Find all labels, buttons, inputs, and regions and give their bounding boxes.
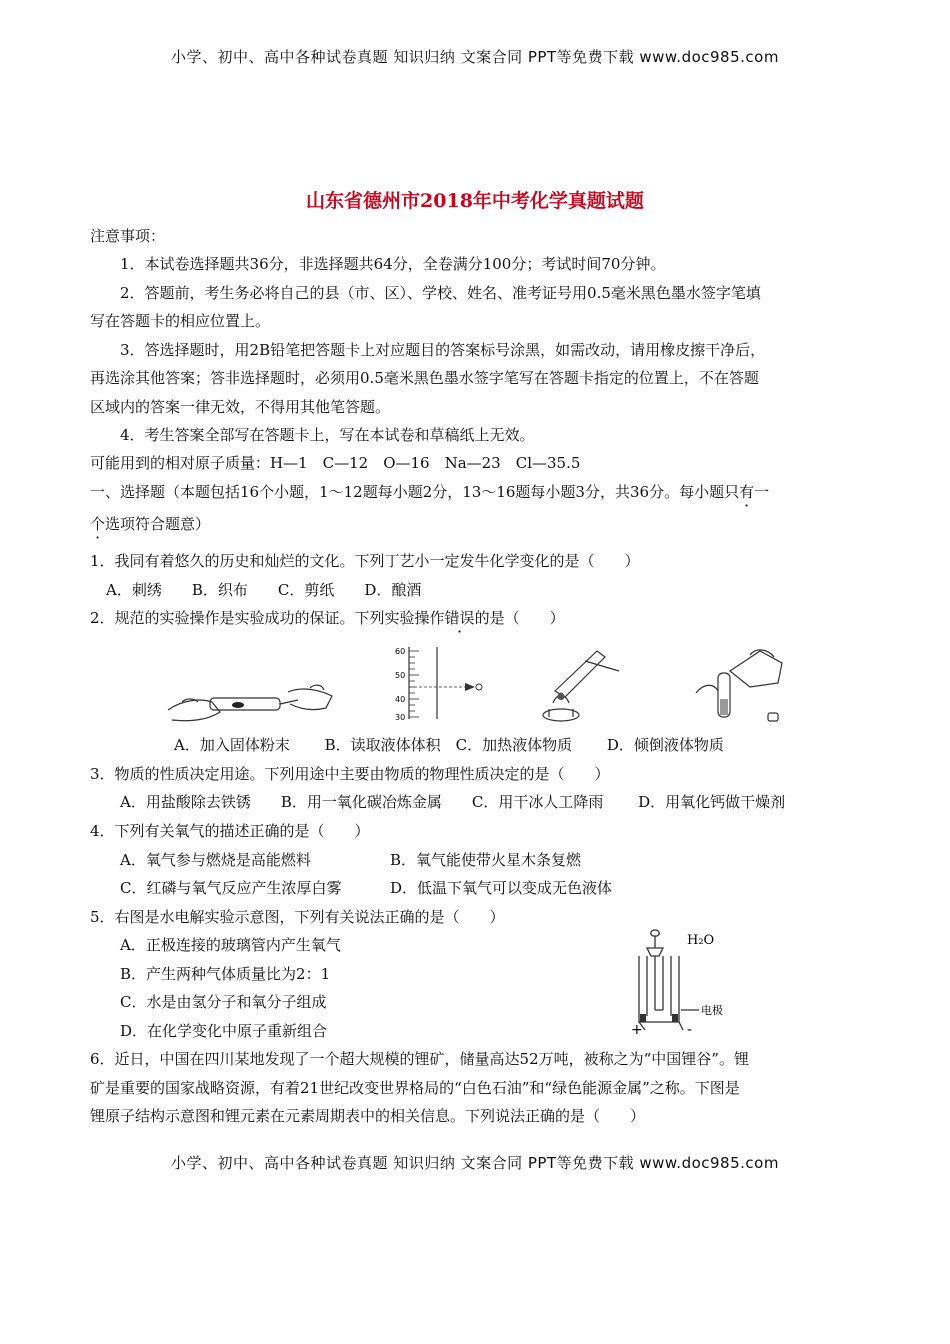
scale-label: 30 [395, 713, 406, 722]
q3-stem: 3．物质的性质决定用途。下列用途中主要由物质的物理性质决定的是（ ） [90, 765, 610, 783]
q1-options: A．刺绣 B．织布 C．剪纸 D．酿酒 [106, 581, 422, 599]
electrode-label: 电极 [701, 1004, 723, 1017]
figure-pour-liquid [690, 643, 790, 728]
q6-stem: 矿是重要的国家战略资源，有着21世纪改变世界格局的“白色石油”和“绿色能源金属”之称。下图是 [90, 1079, 740, 1097]
q6-stem: 6．近日，中国在四川某地发现了一个超大规模的锂矿，储量高达52万吨，被称之为“中国锂谷”。锂 [90, 1050, 749, 1068]
section-emphasis: 个 [90, 515, 106, 533]
figure-heat-liquid [535, 643, 625, 728]
q4-option-a: A．氧气参与燃烧是高能燃料 [120, 851, 311, 869]
notice-item: 写在答题卡的相应位置上。 [90, 312, 271, 330]
atomic-mass-line: 可能用到的相对原子质量：H—1 C—12 O—16 Na—23 Cl—35.5 [90, 454, 581, 472]
q5-option-a: A．正极连接的玻璃管内产生氧气 [120, 936, 341, 954]
notice-item: 4．考生答案全部写在答题卡上，写在本试卷和草稿纸上无效。 [120, 426, 535, 444]
section-heading-cont [90, 514, 210, 534]
q4-stem: 4．下列有关氧气的描述正确的是（ ） [90, 822, 370, 840]
q2-emphasis: 错误 [444, 609, 475, 627]
negative-label: - [687, 1022, 693, 1036]
q3-options: A．用盐酸除去铁锈 B．用一氧化碳冶炼金属 C．用干冰人工降雨 D．用氧化钙做干燥剂 [120, 793, 786, 811]
q2-stem [90, 608, 565, 628]
figure-water-electrolysis [625, 926, 735, 1036]
page-title: 山东省德州市2018年中考化学真题试题 [306, 190, 644, 212]
q6-stem: 锂原子结构示意图和锂元素在元素周期表中的相关信息。下列说法正确的是（ ） [90, 1107, 646, 1125]
q4-option-b: B．氧气能使带火星木条复燃 [390, 851, 582, 869]
q2-options: A．加入固体粉末 B．读取液体体积 C．加热液体物质 D．倾倒液体物质 [174, 736, 724, 754]
section-heading-text: 一、选择题（本题包括16个小题，1～12题每小题2分，13～16题每小题3分，共36分。每小题 [90, 483, 725, 501]
q2-stem-text: 2．规范的实验操作是实验成功的保证。下列实验操作 [90, 609, 445, 627]
section-heading [90, 482, 769, 502]
q5-option-b: B．产生两种气体质量比为2：1 [120, 965, 331, 983]
section-emphasis: 只有一 [724, 483, 770, 501]
figure-add-powder [160, 672, 340, 730]
q4-option-c: C．红磷与氧气反应产生浓厚白雾 [120, 879, 342, 897]
q2-stem-text: 的是（ ） [474, 609, 565, 627]
q5-option-c: C．水是由氢分子和氧分子组成 [120, 993, 327, 1011]
scale-label: 50 [395, 671, 406, 680]
figure-read-volume [395, 643, 490, 725]
page-header: 小学、初中、高中各种试卷真题 知识归纳 文案合同 PPT等免费下载 www.doc985.com [171, 48, 779, 66]
h2o-label: H₂O [687, 933, 715, 948]
notice-item: 1．本试卷选择题共36分，非选择题共64分，全卷满分100分；考试时间70分钟。 [120, 255, 666, 273]
section-heading-text: 选项符合题意） [105, 515, 211, 533]
notice-heading: 注意事项： [90, 227, 166, 245]
q5-option-d: D．在化学变化中原子重新组合 [120, 1022, 328, 1040]
positive-label: + [631, 1022, 643, 1036]
q1-stem: 1．我同有着悠久的历史和灿烂的文化。下列丁艺小一定发牛化学变化的是（ ） [90, 552, 640, 570]
notice-item: 再选涂其他答案；答非选择题时，必须用0.5毫米黑色墨水签字笔写在答题卡指定的位置上，不在答题 [90, 369, 759, 387]
q5-stem: 5．右图是水电解实验示意图，下列有关说法正确的是（ ） [90, 908, 505, 926]
scale-label: 40 [395, 695, 406, 704]
notice-item: 3．答选择题时，用2B铅笔把答题卡上对应题目的答案标号涂黑，如需改动，请用橡皮擦干净后， [120, 341, 766, 359]
scale-label: 60 [395, 647, 406, 656]
q4-option-d: D．低温下氧气可以变成无色液体 [390, 879, 613, 897]
page-footer: 小学、初中、高中各种试卷真题 知识归纳 文案合同 PPT等免费下载 www.doc985.com [171, 1154, 779, 1172]
notice-item: 区域内的答案一律无效，不得用其他笔答题。 [90, 398, 391, 416]
notice-item: 2．答题前，考生务必将自己的县（市、区）、学校、姓名、准考证号用0.5毫米黑色墨水签字笔填 [120, 284, 761, 302]
